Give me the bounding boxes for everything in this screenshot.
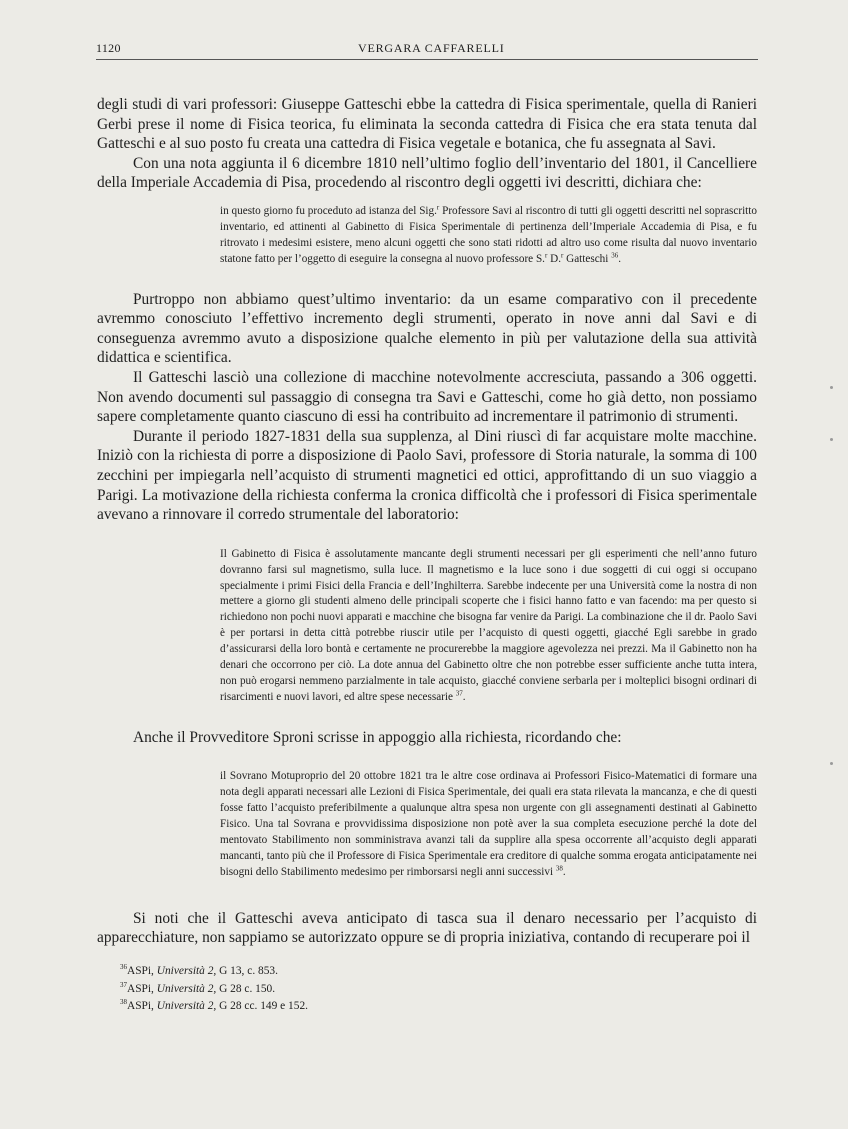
- main-text: [97, 95, 757, 948]
- paragraph-4: Il Gatteschi lasciò una collezione di macchine notevolmente accresciuta, passando a 306 oggetti. Non avendo documenti sul passaggio di consegna tra Savi e Gatteschi, come ho già detto, non possiamo sapere completamente quanto ciascuno di essi ha contribuito ad incrementare il patrimonio di strumenti.: [97, 368, 757, 426]
- paragraph-5: Durante il periodo 1827-1831 della sua supplenza, al Dini riuscì di far acquistare molte macchine. Iniziò con la richiesta di porre a disposizione di Paolo Savi, professore di Storia naturale, la somma di 100 zecchini per impiegarla nell’acquisto di strumenti magnetici ed ottici, approfittando di un suo viaggio a Parigi. La motivazione della richiesta conferma la cronica difficoltà che i professori di Fisica sperimentale avevano a rinnovare il corredo strumentale del laboratorio:: [97, 427, 757, 524]
- paragraph-2: Con una nota aggiunta il 6 dicembre 1810 nell’ultimo foglio dell’inventario del 1801, il Cancelliere della Imperiale Accademia di Pisa, procedendo al riscontro degli oggetti ivi descritti, dichiara che:: [97, 154, 757, 192]
- footnote-location: G 13, c. 853.: [216, 965, 278, 977]
- quote2-text-b: .: [462, 690, 466, 703]
- quote1-text-b: Professore Savi al riscontro di tutti gli oggetti descritti nel soprascritto inventario, ed attinenti al Gabinetto di Fisica Sperimentale di pertinenza dell’Imperiale Accademia di Pisa, e fu ritrovato i medesimi esistere, meno alcuni oggetti che sono stati ridotti ad altro uso come risulta dal nuovo inventario statone fatto per l’oggetto di eseguire la consegna al nuovo professore S.: [220, 204, 757, 265]
- footnote-number: 36: [120, 963, 127, 972]
- block-quote-1: [220, 204, 757, 268]
- footnote-archive: ASPi,: [127, 965, 157, 977]
- header-rule: [96, 59, 758, 60]
- block-quote-2: [220, 547, 757, 706]
- running-head: [96, 37, 756, 59]
- quote3-text-b: .: [562, 865, 566, 878]
- paragraph-1: degli studi di vari professori: Giuseppe Gatteschi ebbe la cattedra di Fisica sperimentale, quella di Ranieri Gerbi prese il nome di Fisica teorica, fu eliminata la seconda cattedra di Fisica che era stata tenuta dal Gatteschi e al suo posto fu creata una cattedra di Fisica vegetale e botanica, che fu assegnata al Savi.: [97, 96, 757, 153]
- footnote-archive: ASPi,: [127, 982, 157, 995]
- page-number: 1120: [96, 41, 121, 55]
- footnote-number: 38: [120, 998, 127, 1007]
- quote1-sup-2: r: [544, 250, 548, 259]
- quote1-sup-1: r: [436, 203, 440, 212]
- footnote-location: G 28 cc. 149 e 152.: [216, 1000, 308, 1012]
- footnote-location: G 28 c. 150.: [216, 982, 276, 995]
- margin-speck: [830, 762, 833, 765]
- footnote-ref-38: 38: [555, 864, 563, 873]
- quote3-text-a: il Sovrano Motuproprio del 20 ottobre 1821 tra le altre cose ordinava ai Professori Fisico-Matematici di formare una nota degli apparati necessari alle Lezioni di Fisica Sperimentale, dei quali era stata rilevata la mancanza, e che di questi fosse fatto l’acquisto preferibilmente a qualunque altra spesa non urgente con gli assegnamenti destinati al Gabinetto Fisico. Una tal Sovrana e provvidissima disposizione non potè aver la sua completa esecuzione perché la dote del mentovato Stabilimento non somministrava avanzi tali da supplire alla spesa occorrente all’acquisto degli apparati mancanti, tanto più che il Professore di Fisica Sperimentale era creditore di qualche somma erogata anticipatamente nei bisogni dello Stabilimento medesimo per rimborsarsi negli anni successivi: [220, 770, 757, 878]
- paragraph-7: Si noti che il Gatteschi aveva anticipato di tasca sua il denaro necessario per l’acquisto di apparecchiature, non sappiamo se autorizzato oppure se di propria iniziativa, contando di recuperare poi il: [97, 909, 757, 947]
- footnote-series: Università 2,: [156, 1000, 217, 1012]
- running-title: VERGARA CAFFARELLI: [358, 41, 505, 55]
- footnotes: [120, 963, 740, 1016]
- footnote-38: [120, 998, 740, 1016]
- margin-speck: [830, 438, 833, 441]
- footnote-37: [120, 981, 740, 999]
- footnote-ref-36: 36: [611, 250, 619, 259]
- quote2-text-a: Il Gabinetto di Fisica è assolutamente mancante degli strumenti necessari per gli esperimenti che nell’anno futuro dovranno farsi sul magnetismo, sulla luce. Il magnetismo e la luce sono i due soggetti di cui oggi si occupano specialmente i primi Fisici della Francia e dell’Inghilterra. Sarebbe indecente per una Università come la nostra di non mettere a giorno gli studenti almeno delle principali scoperte che i fisici hanno fatto e van facendo: ma per questo si richiedono non pochi nuovi apparati e macchine che bisogna far venire da Parigi. La combinazione che il dr. Paolo Savi è per portarsi in detta città potrebbe riuscir utile per l’acquisto di questi oggetti, giacché Egli sarebbe in grado d’assicurarsi della loro bontà e certamente ne procurerebbe la maggiore agevolezza nei prezzi. Ma il Gabinetto non ha denari che occorrono per ciò. La dote annua del Gabinetto oltre che non potrebbe esser sufficiente anche tutta intera, non può erogarsi nemmeno parzialmente in tale acquisto, giacché conviene serbarla per i molteplici bisogni ordinari di risarcimenti e nuovi lavori, ed altre spese necessarie: [220, 547, 757, 703]
- quote1-text-c: D.: [547, 252, 561, 265]
- paragraph-3: Purtroppo non abbiamo quest’ultimo inventario: da un esame comparativo con il precedente avremmo conosciuto l’effettivo incremento degli strumenti, operato in nove anni dal Savi e di conseguenza avremmo avuto a disposizione qualche elemento in più per valutazione della sua attività didattica e scientifica.: [97, 290, 757, 367]
- footnote-archive: ASPi,: [127, 1000, 157, 1012]
- footnote-series: Università 2,: [156, 982, 217, 995]
- quote1-text-e: .: [618, 252, 621, 265]
- block-quote-3: [220, 769, 757, 880]
- footnote-series: Università 2,: [156, 965, 217, 977]
- quote1-text-d: Gatteschi: [563, 252, 612, 265]
- paragraph-6: Anche il Provveditore Sproni scrisse in appoggio alla richiesta, ricordando che:: [133, 728, 622, 746]
- quote1-sup-3: r: [561, 250, 564, 259]
- footnote-36: [120, 963, 740, 981]
- quote1-text-a: in questo giorno fu proceduto ad istanza del Sig.: [220, 204, 437, 217]
- margin-speck: [830, 386, 833, 389]
- footnote-number: 37: [120, 980, 127, 989]
- footnote-ref-37: 37: [455, 689, 463, 698]
